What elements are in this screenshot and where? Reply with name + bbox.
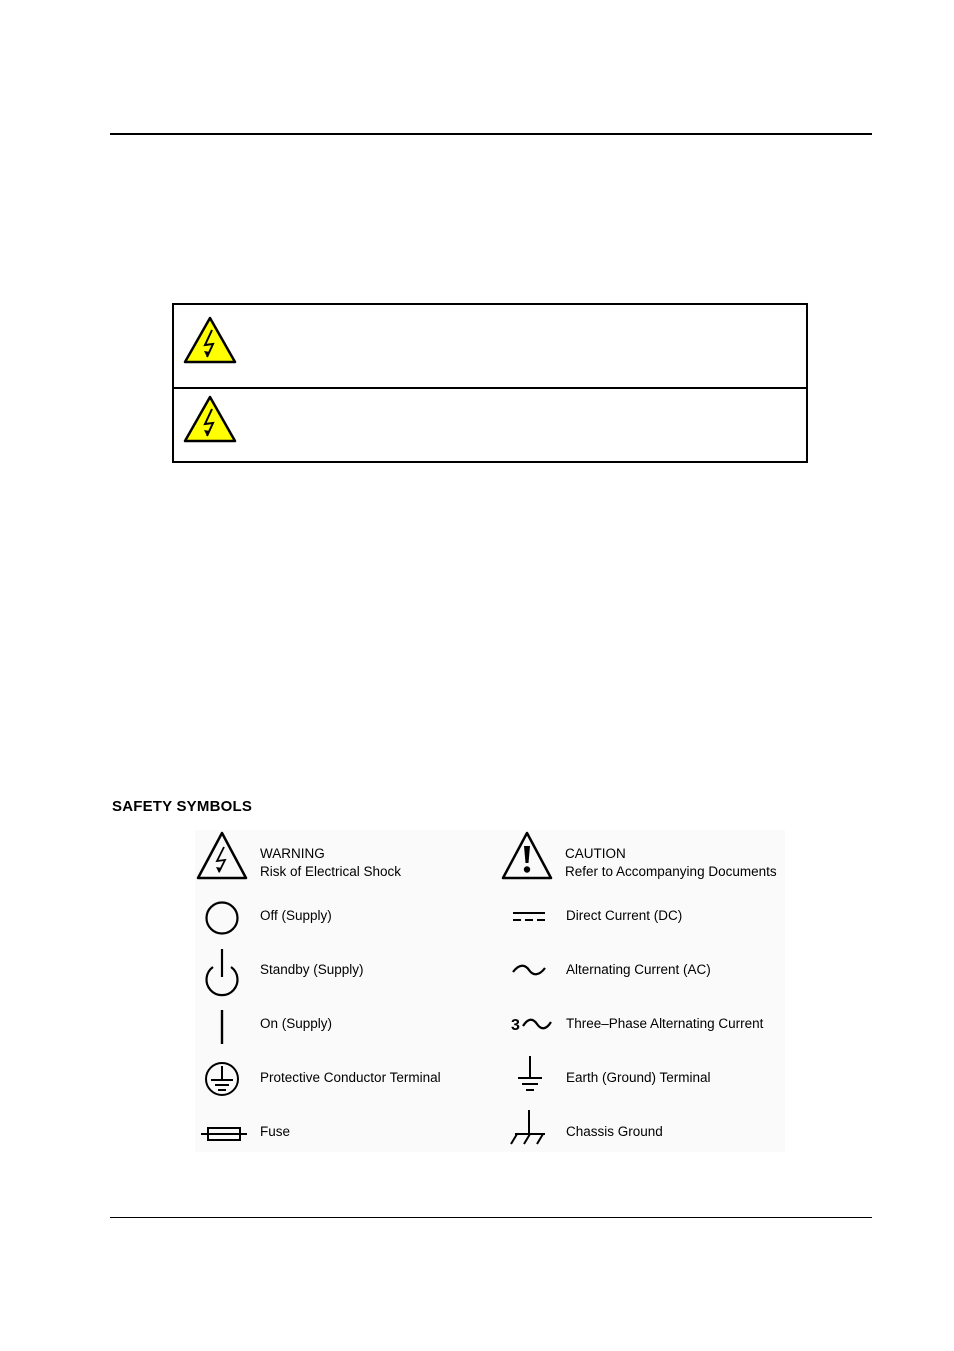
earth-ground-icon [515, 1054, 545, 1094]
symbol-label: CAUTION [565, 846, 626, 861]
symbol-label: Alternating Current (AC) [566, 962, 711, 977]
symbol-label: Chassis Ground [566, 1124, 663, 1139]
high-voltage-warning-icon [182, 315, 238, 365]
warning-box [172, 303, 808, 463]
warning-row [174, 387, 806, 463]
symbol-label: On (Supply) [260, 1016, 333, 1031]
standby-supply-icon [203, 947, 241, 997]
symbol-label: Protective Conductor Terminal [260, 1070, 441, 1085]
symbol-label: Earth (Ground) Terminal [566, 1070, 711, 1085]
safety-symbols-panel [195, 830, 785, 1152]
on-supply-icon [215, 1008, 229, 1046]
symbol-label: Off (Supply) [260, 908, 332, 923]
symbol-label: Three–Phase Alternating Current [566, 1016, 764, 1031]
symbol-label: WARNING [260, 846, 325, 861]
three-phase-digit: 3 [511, 1017, 520, 1034]
alternating-current-icon [511, 962, 547, 978]
high-voltage-warning-icon [182, 394, 238, 444]
chassis-ground-icon [509, 1108, 549, 1146]
protective-conductor-icon [203, 1060, 241, 1098]
header-rule [110, 133, 872, 135]
ac-wave-icon [522, 1017, 552, 1031]
symbol-sublabel: Risk of Electrical Shock [260, 864, 402, 879]
section-heading: SAFETY SYMBOLS [112, 798, 253, 815]
symbol-label: Direct Current (DC) [566, 908, 683, 923]
symbol-label: Standby (Supply) [260, 962, 364, 977]
footer-rule [110, 1217, 872, 1218]
warning-row [174, 305, 806, 389]
fuse-icon [201, 1124, 247, 1144]
symbol-label: Fuse [260, 1124, 291, 1139]
symbol-sublabel: Refer to Accompanying Documents [565, 864, 777, 879]
warning-shock-icon [195, 830, 251, 882]
off-supply-icon [203, 899, 241, 937]
direct-current-icon [511, 910, 547, 924]
caution-icon [500, 830, 556, 882]
